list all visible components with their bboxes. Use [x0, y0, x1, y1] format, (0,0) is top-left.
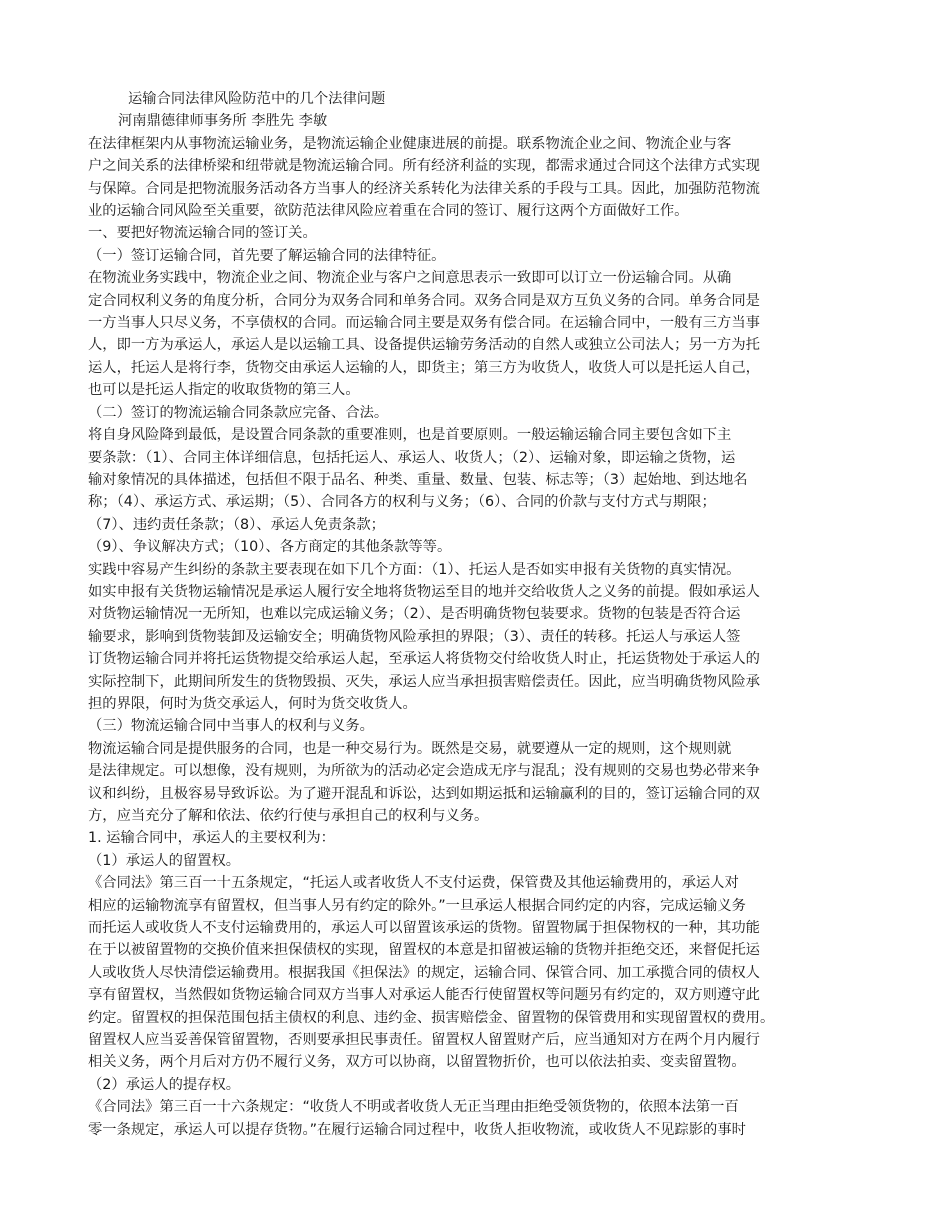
- body-line: 人或收货人尽快清偿运输费用。根据我国《担保法》的规定，运输合同、保管合同、加工承揽合同的债权人: [88, 964, 760, 981]
- body-line: 输要求，影响到货物装卸及运输安全；明确货物风险承担的界限；（3）、责任的转移。托运人与承运人签: [88, 628, 741, 645]
- body-line: 人，即一方为承运人，承运人是以运输工具、设备提供运输劳务活动的自然人或独立公司法人；另一方为托: [88, 337, 760, 354]
- body-line: 将自身风险降到最低，是设置合同条款的重要准则，也是首要原则。一般运输运输合同主要包含如下主: [88, 427, 732, 444]
- body-line: 方，应当充分了解和依法、依约行使与承担自己的权利与义务。: [88, 808, 489, 824]
- body-line: 议和纠纷，且极容易导致诉讼。为了避开混乱和诉讼，达到如期运抵和运输赢利的目的，签订运输合同的双: [88, 785, 760, 802]
- body-line: （三）物流运输合同中当事人的权利与义务。: [88, 718, 374, 735]
- body-line: 要条款：（1）、合同主体详细信息，包括托运人、承运人、收货人；（2）、运输对象，即运输之货物，运: [88, 449, 736, 466]
- body-line: 在于以被留置物的交换价值来担保债权的实现，留置权的本意是扣留被运输的货物并拒绝交还，来督促托运: [88, 942, 760, 959]
- body-line: 实际控制下，此期间所发生的货物毁损、灭失，承运人应当承担损害赔偿责任。因此，应当明确货物风险承: [88, 673, 760, 690]
- body-line: 物流运输合同是提供服务的合同，也是一种交易行为。既然是交易，就要遵从一定的规则，这个规则就: [88, 740, 732, 757]
- body-line: 《合同法》第三百一十五条规定，“托运人或者收货人不支付运费，保管费及其他运输费用的，承运人对: [88, 875, 739, 892]
- body-line: （2）承运人的提存权。: [88, 1076, 241, 1093]
- body-line: 一方当事人只尽义务，不享债权的合同。而运输合同主要是双务有偿合同。在运输合同中，一般有三方当事: [88, 315, 760, 332]
- body-line: 零一条规定，承运人可以提存货物。”在履行运输合同过程中，收货人拒收物流，或收货人不见踪影的事时: [88, 1121, 746, 1138]
- body-line: 担的界限，何时为货交承运人，何时为货交收货人。: [88, 695, 417, 712]
- body-line: 运人，托运人是将行李，货物交由承运人运输的人，即货主；第三方为收货人，收货人可以是托运人自己，: [88, 359, 760, 376]
- body-line: （1）承运人的留置权。: [88, 852, 241, 869]
- body-line: （一）签订运输合同，首先要了解运输合同的法律特征。: [88, 247, 446, 264]
- body-line: 约定。留置权的担保范围包括主债权的利息、违约金、损害赔偿金、留置物的保管费用和实现留置权的费用。: [88, 1009, 775, 1026]
- body-line: 定合同权利义务的角度分析，合同分为双务合同和单务合同。双务合同是双方互负义务的合同。单务合同是: [88, 292, 760, 309]
- body-line: 业的运输合同风险至关重要，欲防范法律风险应着重在合同的签订、履行这两个方面做好工作。: [88, 203, 689, 220]
- body-line: 称；（4）、承运方式、承运期；（5）、合同各方的权利与义务；（6）、合同的价款与支付方式与期限；: [88, 494, 716, 511]
- body-line: 相应的运输物流享有留置权，但当事人另有约定的除外。”一旦承运人根据合同约定的内容，完成运输义务: [88, 897, 746, 914]
- body-line: 也可以是托运人指定的收取货物的第三人。: [88, 382, 360, 399]
- body-line: 实践中容易产生纠纷的条款主要表现在如下几个方面：（1）、托运人是否如实申报有关货物的真实情况。: [88, 561, 741, 578]
- body-line: 享有留置权，当然假如货物运输合同双方当事人对承运人能否行使留置权等问题另有约定的，双方则遵守此: [88, 987, 760, 1004]
- body-line: 如实申报有关货物运输情况是承运人履行安全地将货物运至目的地并交给收货人之义务的前提。假如承运人: [88, 583, 760, 600]
- body-line: （7）、违约责任条款；（8）、承运人免责条款；: [88, 516, 385, 533]
- body-line: 《合同法》第三百一十六条规定：“收货人不明或者收货人无正当理由拒绝受领货物的，依照本法第一百: [88, 1099, 739, 1116]
- body-line: 对货物运输情况一无所知，也难以完成运输义务；（2）、是否明确货物包装要求。货物的包装是否符合运: [88, 606, 741, 623]
- body-line: 输对象情况的具体描述，包括但不限于品名、种类、重量、数量、包装、标志等；（3）起始地、到达地名: [88, 471, 748, 488]
- body-line: （9）、争议解决方式；（10）、各方商定的其他条款等等。: [88, 539, 452, 556]
- body-line: 订货物运输合同并将托运货物提交给承运人起，至承运人将货物交付给收货人时止，托运货物处于承运人的: [88, 651, 760, 668]
- body-line: 与保障。合同是把物流服务活动各方当事人的经济关系转化为法律关系的手段与工具。因此，加强防范物流: [88, 180, 760, 197]
- body-line: 留置权人应当妥善保管留置物，否则要承担民事责任。留置权人留置财产后，应当通知对方在两个月内履行: [88, 1032, 760, 1049]
- document-page: [88, 88, 870, 1141]
- body-line: 在法律框架内从事物流运输业务，是物流运输企业健康进展的前提。联系物流企业之间、物流企业与客: [88, 135, 732, 152]
- body-line: 一、要把好物流运输合同的签订关。: [88, 225, 317, 242]
- document-authors: 河南鼎德律师事务所 李胜先 李敏: [118, 113, 328, 130]
- document-body: [88, 133, 870, 1141]
- body-line: 在物流业务实践中，物流企业之间、物流企业与客户之间意思表示一致即可以订立一份运输合同。从确: [88, 270, 732, 287]
- body-line: （二）签订的物流运输合同条款应完备、合法。: [88, 404, 389, 421]
- body-line: 相关义务，两个月后对方仍不履行义务，双方可以协商，以留置物折价，也可以依法拍卖、变卖留置物。: [88, 1054, 746, 1071]
- body-line: 而托运人或收货人不支付运输费用的，承运人可以留置该承运的货物。留置物属于担保物权的一种，其功能: [88, 920, 760, 937]
- body-line: 户之间关系的法律桥梁和纽带就是物流运输合同。所有经济利益的实现，都需求通过合同这个法律方式实现: [88, 158, 760, 175]
- body-line: 是法律规定。可以想像，没有规则，为所欲为的活动必定会造成无序与混乱；没有规则的交易也势必带来争: [88, 763, 760, 780]
- body-line: 1. 运输合同中，承运人的主要权利为：: [88, 830, 335, 847]
- document-title: 运输合同法律风险防范中的几个法律问题: [128, 91, 386, 107]
